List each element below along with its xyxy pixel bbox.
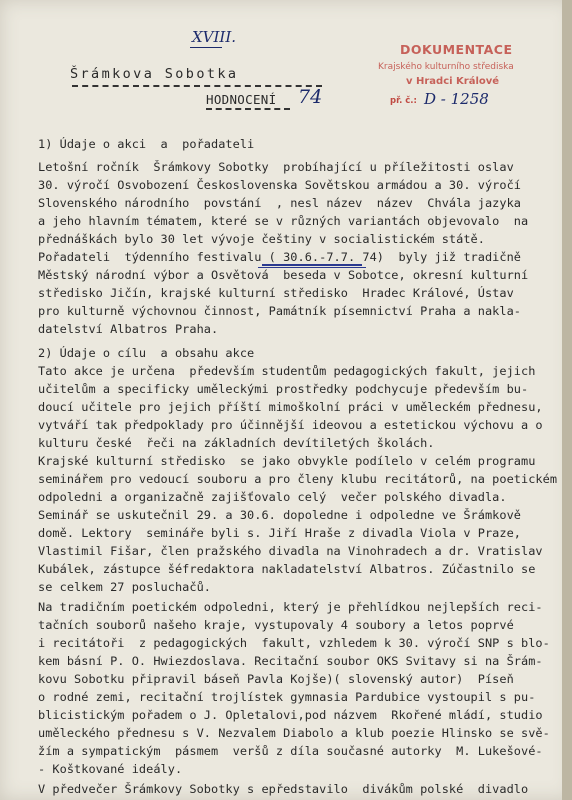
body-line: středisko Jičín, krajské kulturní středisko Hradec Králové, Ústav	[38, 286, 514, 300]
stamp-line-3: v Hradci Králové	[406, 76, 500, 87]
body-line: kem básní P. O. Hwiezdoslava. Recitační soubor OKS Svitavy si na Šrám-	[38, 654, 543, 668]
body-line: pro kulturně výchovnou činnost, Památník písemnictví Praha a nakla-	[38, 304, 521, 318]
stamp-line-1: DOKUMENTACE	[400, 42, 513, 57]
body-line: kovu Sobotku připravil báseň Pavla Kojše)( slovenský autor) Píseň	[38, 672, 514, 686]
body-line: Slovenského národního povstání , nesl název název Chvála jazyka	[38, 196, 521, 210]
body-line: žím a sympatickým pásmem veršů z díla současné autorky M. Lukešové-	[38, 744, 543, 758]
title-underline	[72, 85, 322, 87]
body-line: 30. výročí Osvobození Československa Sovětskou armádou a 30. výročí	[38, 178, 521, 192]
stamp-line-4: př. č.:	[390, 96, 417, 106]
body-line: Kubálek, zástupce šéfredaktora nakladatelství Albatros. Zúčastnilo se	[38, 562, 536, 576]
body-line: přednáškách bylo 30 let vývoje češtiny v socialistickém státě.	[38, 232, 485, 246]
subtitle-underline	[206, 108, 290, 110]
body-line: blicistickým pořadem o J. Opletalovi,pod názvem Rkořené mládí, studio	[38, 708, 543, 722]
body-line: a jeho hlavním tématem, které se v různých variantách objevovalo na	[38, 214, 529, 228]
body-line: doucí učitele pro jejich příští mimoškolní práci v uměleckém přednesu,	[38, 400, 543, 414]
document-subtitle: HODNOCENÍ	[206, 92, 277, 107]
paper-edge	[562, 0, 572, 800]
archive-stamp	[368, 40, 518, 120]
body-line: Městský národní výbor a Osvětová beseda v Sobotce, okresní kulturní	[38, 268, 529, 282]
body-line: Pořadateli týdenního festivalu ( 30.6.-7.7. 74) byly již tradičně	[38, 250, 521, 264]
body-line: Seminář se uskutečnil 29. a 30.6. dopoledne i odpoledne ve Šrámkově	[38, 508, 521, 522]
section-heading-1: 1) Údaje o akci a pořadateli	[38, 137, 255, 151]
body-line: Vlastimil Fišar, člen pražského divadla na Vinohradech a dr. Vratislav	[38, 544, 543, 558]
section-heading-2: 2) Údaje o cílu a obsahu akce	[38, 346, 255, 360]
body-line: Letošní ročník Šrámkovy Sobotky probíhající u příležitosti oslav	[38, 160, 514, 174]
body-line: Krajské kulturní středisko se jako obvykle podílelo v celém programu	[38, 454, 536, 468]
body-line: i recitátoři z pedagogických fakult, vzhledem k 30. výročí SNP s blo-	[38, 636, 550, 650]
body-line: seminářem pro vedoucí souboru a pro členy klubu recitátorů, na poetickém	[38, 472, 558, 486]
roman-numeral-annotation: XVIII.	[192, 28, 237, 46]
body-line: datelství Albatros Praha.	[38, 322, 219, 336]
body-line: Tato akce je určena především studentům pedagogických fakult, jejich	[38, 364, 536, 378]
body-line: odpoledni a organizačně zajišťovalo celý večer polského divadla.	[38, 490, 507, 504]
body-line: o rodné zemi, recitační trojlístek gymnasia Pardubice vystoupil s pu-	[38, 690, 536, 704]
stamp-handwritten-number: D - 1258	[424, 90, 489, 108]
handwritten-number: 74	[298, 86, 323, 108]
body-line: kulturu české řeči na základních devítiletých školách.	[38, 436, 435, 450]
body-line: V předvečer Šrámkovy Sobotky s epředstavilo divákům polské divadlo	[38, 782, 529, 796]
pen-underline	[258, 267, 366, 268]
stamp-line-2: Krajského kulturního střediska	[378, 62, 514, 72]
body-line: - Koštkované ideály.	[38, 762, 183, 776]
pen-underline	[262, 264, 362, 266]
body-line: Na tradičním poetickém odpoledni, který je přehlídkou nejlepších reci-	[38, 600, 543, 614]
body-line: se celkem 27 posluchačů.	[38, 580, 212, 594]
roman-numeral-underline	[190, 47, 222, 48]
body-line: tačních souborů našeho kraje, vystupovaly 4 soubory a letos poprvé	[38, 618, 514, 632]
body-line: vytváří tak předpoklady pro účinnější ideovou a estetickou výchovu a o	[38, 418, 543, 432]
document-title: Šrámkova Sobotka	[70, 66, 239, 82]
body-line: učitelům a specificky uměleckými prostředky podchycuje především bu-	[38, 382, 529, 396]
body-line: uměleckého přednesu s V. Nezvalem Diabolo a klub poezie Hlinsko se svě-	[38, 726, 550, 740]
body-line: domě. Lektory semináře byli s. Jiří Hraše z divadla Viola v Praze,	[38, 526, 521, 540]
